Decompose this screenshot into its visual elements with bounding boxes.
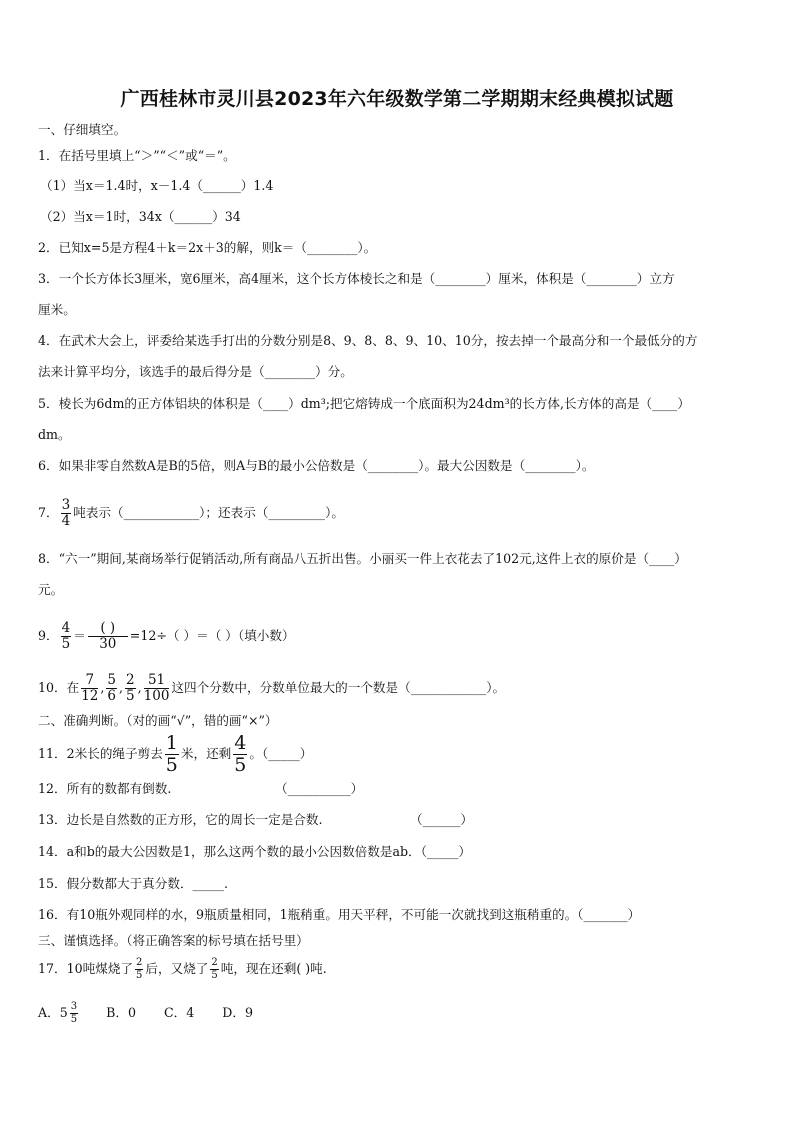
denominator: 100 (143, 688, 170, 704)
question-1-part-a: （1）当x＝1.4时，x－1.4（______）1.4 (40, 178, 274, 193)
question-10: 10．在 $\frac{7}{12}$ , $\frac{5}{6}$ , $\frac{2}{5}$ , $\frac{51}{100}$ 这四个分数中，分数单位最大的一个数是（____________）。 (38, 671, 506, 704)
question-1-stem: 1．在括号里填上“＞”“＜”或“＝”。 (38, 148, 236, 163)
fraction (135, 958, 143, 981)
fraction (210, 958, 218, 981)
question-10-prefix: 10．在 (38, 680, 80, 695)
question-14: 14．a和b的最大公因数是1，那么这两个数的最小公因数倍数是ab．（_____） (38, 844, 471, 859)
question-1-part-b: （2）当x＝1时，34x（______）34 (40, 209, 241, 224)
option-a[interactable] (38, 1001, 80, 1025)
numerator: 2 (136, 957, 143, 968)
question-number: 7． (38, 505, 59, 520)
fraction (81, 671, 99, 704)
blank-numerator: ( ) (88, 622, 128, 638)
question-5-line-2: dm。 (38, 427, 71, 442)
question-17-mid: 后，又烧了 (145, 961, 209, 976)
question-11-prefix: 11．2米长的绳子剪去 (38, 746, 163, 761)
question-17 (38, 952, 758, 986)
numerator: 4 (61, 619, 71, 636)
fraction (61, 619, 72, 652)
question-11-mid: 米，还剩 (180, 746, 232, 761)
option-a-label: A．5 (38, 1005, 68, 1020)
question-17-suffix: 吨，现在还剩( )吨. (220, 961, 327, 976)
question-4-line-2: 法来计算平均分，该选手的最后得分是（________）分。 (38, 364, 353, 379)
denominator: 5 (234, 754, 247, 776)
question-10-text: 这四个分数中，分数单位最大的一个数是（____________）。 (171, 680, 506, 695)
equals-sign: ＝ (73, 628, 86, 643)
question-2: 2．已知x=5是方程4＋k＝2x＋3的解，则k＝（________）。 (38, 240, 377, 255)
blank-fraction (88, 619, 128, 652)
question-8-line-1: 8．“六一”期间,某商场举行促销活动,所有商品八五折出售。小丽买一件上衣花去了102元,这件上衣的原价是（____） (38, 551, 687, 566)
question-13-text: 13．边长是自然数的正方形，它的周长一定是合数. (38, 812, 323, 827)
denominator: 4 (61, 513, 71, 529)
question-17-options (38, 998, 758, 1028)
fraction (233, 734, 247, 775)
question-3-line-1: 3．一个长方体长3厘米，宽6厘米，高4厘米，这个长方体棱长之和是（________）厘米，体积是（________）立方 (38, 271, 675, 286)
denominator: 6 (107, 688, 117, 704)
answer-blank: （______） (410, 812, 473, 827)
numerator: 2 (126, 671, 135, 688)
question-17-prefix: 17．10吨煤烧了 (38, 961, 134, 976)
question-15: 15．假分数都大于真分数．_____. (38, 876, 229, 891)
numerator: 51 (144, 674, 170, 690)
question-7-text: 吨表示（____________）；还表示（_________）。 (73, 505, 344, 520)
question-3-line-2: 厘米。 (38, 302, 76, 317)
denominator: 5 (211, 970, 218, 981)
question-9 (38, 616, 758, 656)
question-11-suffix: 。（_____） (249, 746, 313, 761)
fraction (70, 1002, 78, 1025)
denominator: 5 (165, 754, 178, 776)
question-16: 16．有10瓶外观同样的水，9瓶质量相同，1瓶稍重。用天平秤，不可能一次就找到这瓶稍重的。（_______） (38, 907, 641, 922)
section-heading-2: 二、准确判断。（对的画“√”，错的画“×”） (38, 713, 278, 728)
denominator: 5 (70, 1014, 78, 1025)
fraction (143, 671, 170, 704)
question-6: 6．如果非零自然数A是B的5倍，则A与B的最小公倍数是（________）。最大公因数是（________）。 (38, 458, 595, 473)
numerator: 2 (211, 957, 218, 968)
denominator: 30 (99, 636, 117, 652)
denominator: 5 (126, 688, 135, 704)
question-11 (38, 733, 758, 775)
question-12-text: 12．所有的数都有倒数. (38, 781, 172, 796)
denominator: 12 (81, 688, 99, 704)
section-heading-1: 一、仔细填空。 (38, 122, 127, 137)
question-7 (38, 494, 758, 532)
option-d[interactable]: D．9 (222, 1005, 253, 1020)
question-5-line-1: 5．棱长为6dm的正方体铝块的体积是（____）dm³;把它熔铸成一个底面积为24dm³的长方体,长方体的高是（____） (38, 396, 690, 411)
numerator: 4 (234, 732, 247, 754)
fraction (165, 734, 179, 775)
section-heading-3: 三、谨慎选择。（将正确答案的标号填在括号里） (38, 933, 309, 948)
fraction (106, 671, 117, 704)
numerator: 3 (70, 1001, 78, 1012)
numerator: 7 (81, 674, 98, 690)
denominator: 5 (61, 636, 71, 652)
question-9-text: =12÷（ ）＝（ ）（填小数） (129, 628, 295, 643)
numerator: 5 (107, 671, 117, 688)
numerator: 3 (61, 496, 71, 513)
option-b[interactable]: B．0 (106, 1005, 136, 1020)
answer-blank: （__________） (275, 781, 364, 796)
fraction (125, 671, 136, 704)
option-c[interactable]: C．4 (163, 1005, 195, 1020)
question-number: 9． (38, 628, 59, 643)
question-12 (38, 781, 758, 797)
question-4-line-1: 4．在武术大会上，评委给某选手打出的分数分别是8、9、8、8、9、10、10分，按去掉一个最高分和一个最低分的方 (38, 333, 698, 348)
numerator: 1 (165, 732, 178, 754)
fraction (61, 496, 72, 529)
page-title: 广西桂林市灵川县2023年六年级数学第二学期期末经典模拟试题 (120, 88, 674, 110)
question-13 (38, 812, 758, 828)
question-8-line-2: 元。 (38, 582, 64, 597)
denominator: 5 (136, 970, 143, 981)
